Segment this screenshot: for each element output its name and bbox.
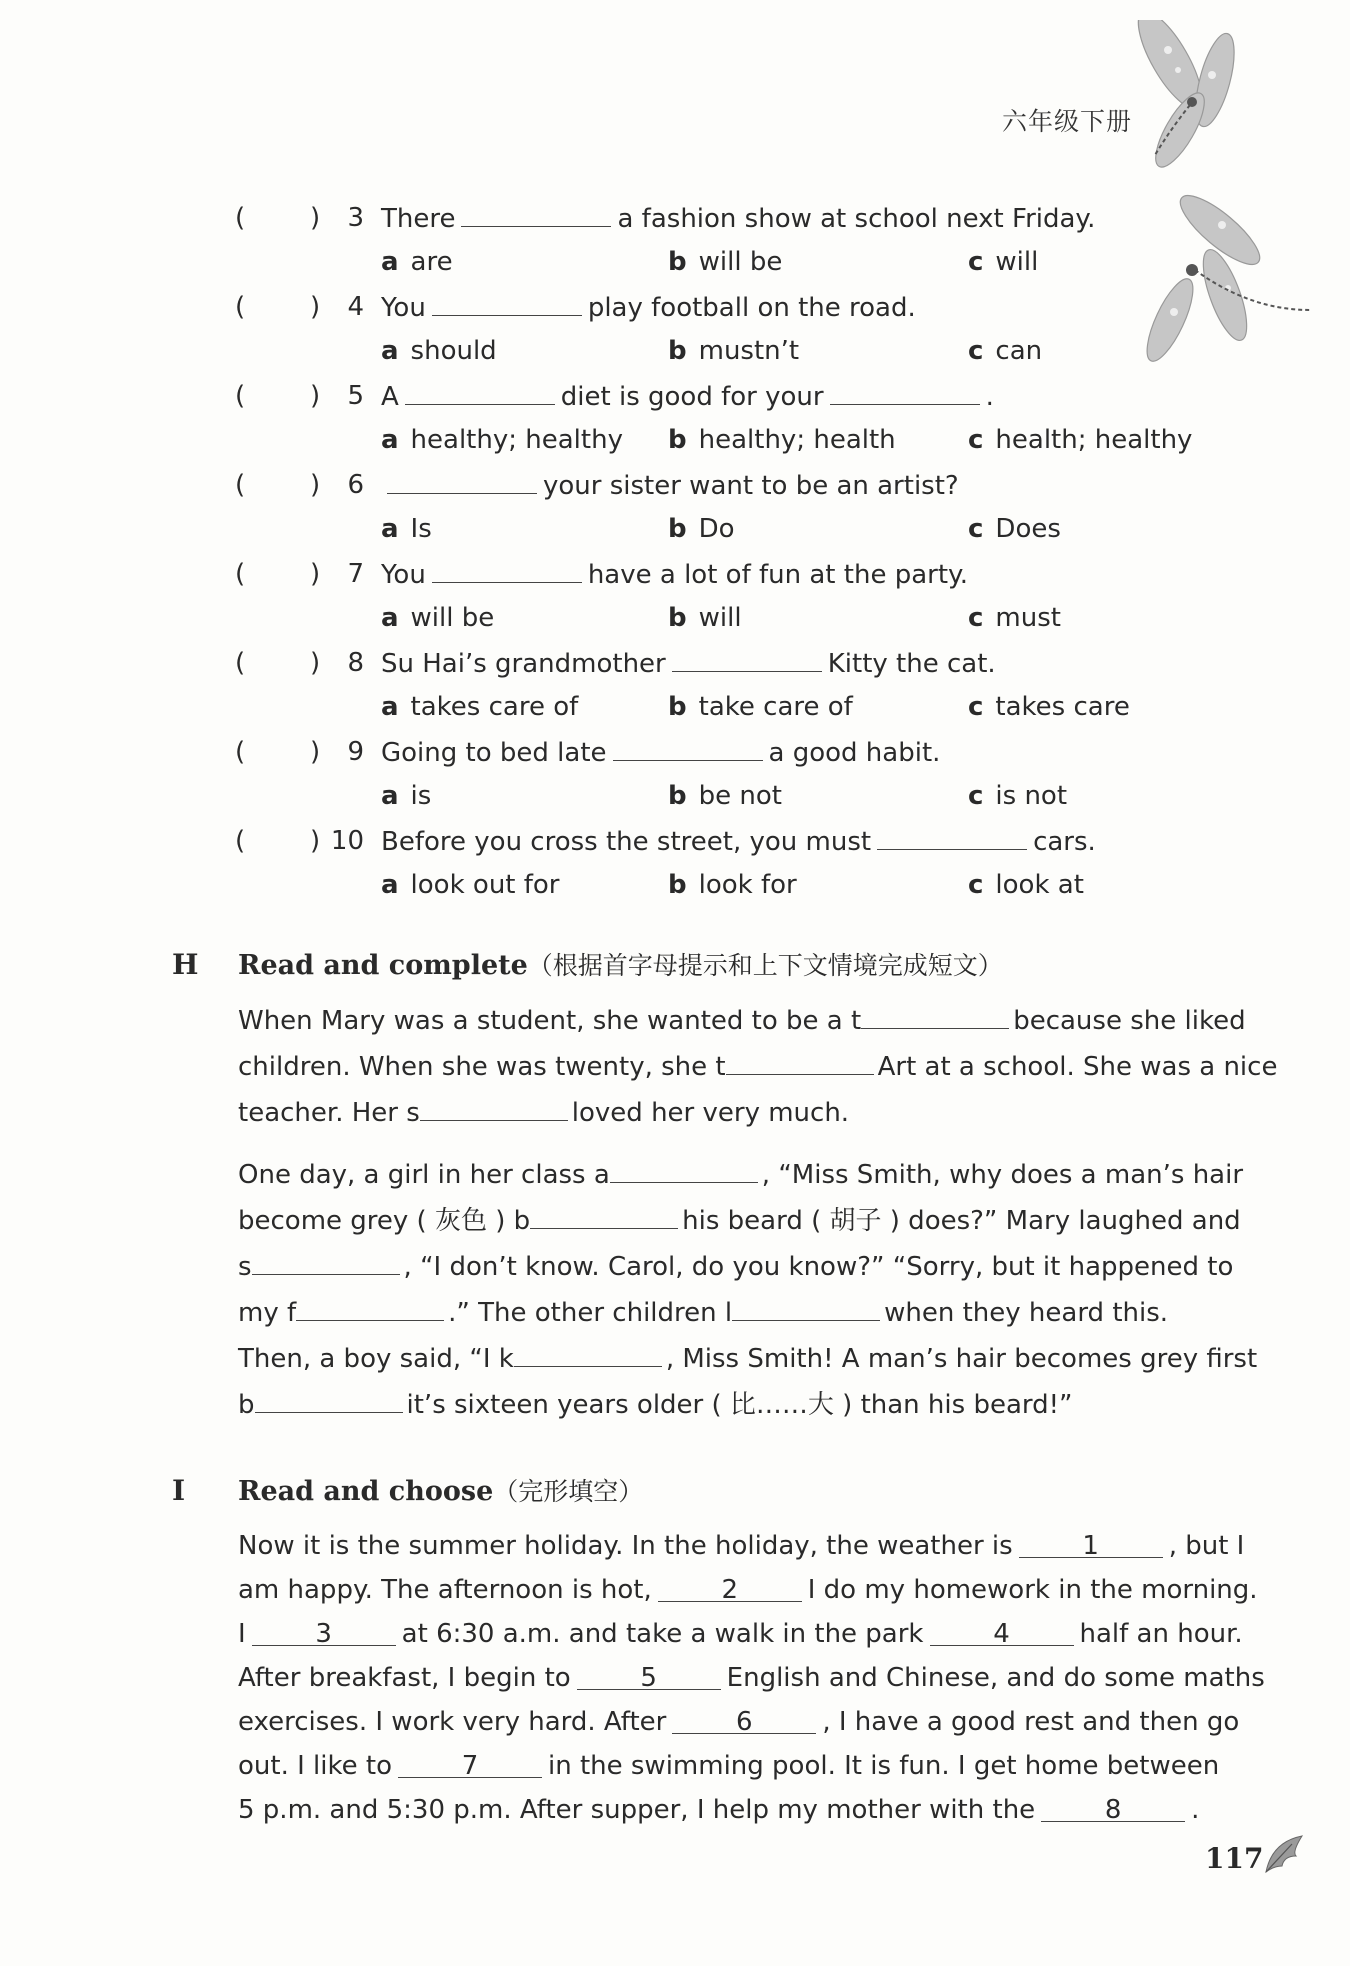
option-text: take care of bbox=[698, 692, 853, 722]
stem-text: have a lot of fun at the party. bbox=[587, 560, 968, 590]
text-line bbox=[238, 998, 1246, 1044]
line-text: One day, a girl in her class a bbox=[238, 1160, 610, 1190]
answer-blank[interactable] bbox=[405, 381, 555, 405]
question-number: 7 bbox=[347, 559, 364, 589]
option-a[interactable] bbox=[381, 425, 623, 455]
question-stem bbox=[381, 203, 1095, 234]
answer-paren-open: ( bbox=[235, 470, 246, 500]
answer-blank[interactable] bbox=[420, 1095, 568, 1121]
answer-blank[interactable] bbox=[732, 1295, 880, 1321]
answer-blank[interactable] bbox=[610, 1157, 758, 1183]
text-line bbox=[238, 1612, 1243, 1656]
section-h-letter: H bbox=[172, 948, 199, 981]
answer-blank[interactable] bbox=[514, 1341, 662, 1367]
section-i-paragraph bbox=[238, 1524, 1265, 1832]
option-text: look out for bbox=[410, 870, 560, 900]
stem-text: a fashion show at school next Friday. bbox=[617, 204, 1096, 234]
option-text: is bbox=[410, 781, 432, 811]
option-c[interactable] bbox=[968, 336, 1042, 366]
option-letter: c bbox=[968, 603, 984, 633]
text-line bbox=[238, 1568, 1258, 1612]
option-c[interactable] bbox=[968, 692, 1130, 722]
answer-blank[interactable] bbox=[830, 381, 980, 405]
option-letter: a bbox=[381, 514, 399, 544]
answer-blank[interactable] bbox=[726, 1049, 874, 1075]
option-text: Does bbox=[995, 514, 1061, 544]
text-line bbox=[238, 1382, 1238, 1428]
question-stem bbox=[381, 381, 994, 412]
line-text: I bbox=[238, 1619, 246, 1649]
option-text: health; healthy bbox=[995, 425, 1193, 455]
question-stem bbox=[381, 826, 1096, 857]
answer-paren-close: ) bbox=[310, 381, 321, 411]
answer-paren-close: ) bbox=[310, 203, 321, 233]
option-b[interactable] bbox=[668, 603, 742, 633]
option-text: look at bbox=[995, 870, 1084, 900]
section-h-title-cn: （根据首字母提示和上下文情境完成短文） bbox=[527, 951, 1003, 980]
section-h-paragraph-2 bbox=[238, 1152, 1258, 1428]
option-b[interactable] bbox=[668, 336, 799, 366]
line-text: children. When she was twenty, she t bbox=[238, 1052, 726, 1082]
question-number: 8 bbox=[347, 648, 364, 678]
option-letter: b bbox=[668, 692, 687, 722]
option-letter: c bbox=[968, 336, 984, 366]
stem-text: Going to bed late bbox=[381, 738, 607, 768]
stem-text: You bbox=[381, 560, 426, 590]
stem-text: a good habit. bbox=[768, 738, 941, 768]
option-text: takes care of bbox=[410, 692, 579, 722]
option-text: must bbox=[995, 603, 1061, 633]
line-text: at 6:30 a.m. and take a walk in the park bbox=[401, 1619, 924, 1649]
answer-blank[interactable] bbox=[252, 1249, 400, 1275]
option-text: should bbox=[410, 336, 497, 366]
option-letter: b bbox=[668, 603, 687, 633]
text-line bbox=[238, 1700, 1238, 1744]
question-stem bbox=[381, 648, 996, 679]
line-text: am happy. The afternoon is hot, bbox=[238, 1575, 652, 1605]
line-text: . bbox=[1191, 1795, 1200, 1825]
question-number: 10 bbox=[330, 826, 364, 856]
line-text: in the swimming pool. It is fun. I get home between bbox=[547, 1751, 1220, 1781]
line-text: my f bbox=[238, 1298, 297, 1328]
option-letter: c bbox=[968, 514, 984, 544]
option-text: look for bbox=[698, 870, 797, 900]
option-text: mustn’t bbox=[698, 336, 800, 366]
answer-blank[interactable] bbox=[861, 1003, 1009, 1029]
option-letter: a bbox=[381, 336, 399, 366]
option-letter: a bbox=[381, 247, 399, 277]
stem-text: Before you cross the street, you must bbox=[381, 827, 872, 857]
option-b[interactable] bbox=[668, 247, 782, 277]
line-text: , I have a good rest and then go bbox=[822, 1707, 1240, 1737]
answer-paren-close: ) bbox=[310, 826, 321, 856]
option-letter: a bbox=[381, 692, 399, 722]
question-item bbox=[0, 203, 1350, 293]
option-letter: b bbox=[668, 247, 687, 277]
line-text: Then, a boy said, “I k bbox=[238, 1344, 514, 1374]
cloze-blank[interactable]: 2 bbox=[658, 1576, 802, 1602]
question-number: 4 bbox=[347, 292, 364, 322]
answer-blank[interactable] bbox=[432, 559, 582, 583]
option-letter: a bbox=[381, 425, 399, 455]
line-text: it’s sixteen years older ( 比……大 ) than his beard!” bbox=[406, 1390, 1073, 1420]
option-letter: a bbox=[381, 870, 399, 900]
question-stem bbox=[381, 559, 968, 590]
option-text: Do bbox=[698, 514, 735, 544]
answer-paren-open: ( bbox=[235, 381, 246, 411]
stem-text: . bbox=[985, 382, 994, 412]
section-h-title bbox=[238, 946, 1003, 982]
text-line bbox=[238, 1244, 1238, 1290]
text-line bbox=[238, 1336, 1258, 1382]
question-number: 9 bbox=[347, 737, 364, 767]
option-text: takes care bbox=[995, 692, 1130, 722]
cloze-blank[interactable]: 1 bbox=[1019, 1532, 1163, 1558]
option-b[interactable] bbox=[668, 514, 735, 544]
text-line bbox=[238, 1744, 1238, 1788]
answer-blank[interactable] bbox=[461, 203, 611, 227]
question-stem bbox=[381, 470, 959, 501]
stem-text: A bbox=[381, 382, 399, 412]
question-item bbox=[0, 292, 1350, 382]
option-letter: b bbox=[668, 781, 687, 811]
option-b[interactable] bbox=[668, 870, 797, 900]
book-label: 六年级下册 bbox=[1002, 107, 1133, 136]
answer-paren-close: ) bbox=[310, 292, 321, 322]
line-text: I do my homework in the morning. bbox=[807, 1575, 1258, 1605]
option-a[interactable] bbox=[381, 603, 494, 633]
line-text: .” The other children l bbox=[448, 1298, 733, 1328]
line-text: Now it is the summer holiday. In the holiday, the weather is bbox=[238, 1531, 1013, 1561]
option-c[interactable] bbox=[968, 870, 1084, 900]
leaf-icon bbox=[1262, 1832, 1306, 1876]
option-text: is not bbox=[995, 781, 1068, 811]
answer-blank[interactable] bbox=[387, 470, 537, 494]
option-letter: b bbox=[668, 336, 687, 366]
line-text: Art at a school. She was a nice bbox=[877, 1052, 1278, 1082]
option-letter: a bbox=[381, 781, 399, 811]
cloze-blank[interactable]: 7 bbox=[398, 1752, 542, 1778]
answer-paren-close: ) bbox=[310, 737, 321, 767]
answer-blank[interactable] bbox=[530, 1203, 678, 1229]
answer-paren-close: ) bbox=[310, 470, 321, 500]
line-text: When Mary was a student, she wanted to be a t bbox=[238, 1006, 862, 1036]
stem-text: cars. bbox=[1033, 827, 1096, 857]
option-a[interactable] bbox=[381, 870, 560, 900]
question-stem bbox=[381, 737, 940, 768]
section-h-title-en: Read and complete bbox=[238, 950, 528, 981]
line-text: , Miss Smith! A man’s hair becomes grey first bbox=[665, 1344, 1258, 1374]
option-text: will be bbox=[698, 247, 783, 277]
option-letter: c bbox=[968, 870, 984, 900]
line-text: when they heard this. bbox=[884, 1298, 1169, 1328]
text-line bbox=[238, 1198, 1241, 1244]
option-text: are bbox=[410, 247, 453, 277]
option-letter: c bbox=[968, 692, 984, 722]
stem-text: There bbox=[381, 204, 456, 234]
text-line bbox=[238, 1656, 1265, 1700]
question-item bbox=[0, 826, 1350, 916]
section-i-title bbox=[238, 1472, 643, 1508]
option-text: will bbox=[995, 247, 1039, 277]
stem-text: Kitty the cat. bbox=[827, 649, 996, 679]
line-text: s bbox=[238, 1252, 252, 1282]
line-text: because she liked bbox=[1013, 1006, 1246, 1036]
option-text: be not bbox=[698, 781, 782, 811]
section-i-letter: I bbox=[172, 1474, 186, 1507]
option-letter: b bbox=[668, 425, 687, 455]
option-c[interactable] bbox=[968, 781, 1067, 811]
line-text: , “I don’t know. Carol, do you know?” “Sorry, but it happened to bbox=[403, 1252, 1234, 1282]
answer-paren-open: ( bbox=[235, 203, 246, 233]
line-text: b bbox=[238, 1390, 255, 1420]
cloze-blank[interactable]: 6 bbox=[672, 1708, 816, 1734]
text-line bbox=[238, 1524, 1245, 1568]
question-number: 3 bbox=[347, 203, 364, 233]
option-b[interactable] bbox=[668, 425, 896, 455]
option-letter: b bbox=[668, 514, 687, 544]
answer-blank[interactable] bbox=[672, 648, 822, 672]
option-text: will be bbox=[410, 603, 495, 633]
text-line bbox=[238, 1290, 1238, 1336]
line-text: , but I bbox=[1168, 1531, 1245, 1561]
question-item bbox=[0, 381, 1350, 471]
option-letter: a bbox=[381, 603, 399, 633]
option-text: Is bbox=[410, 514, 432, 544]
answer-paren-open: ( bbox=[235, 559, 246, 589]
text-line bbox=[238, 1090, 1238, 1136]
option-letter: c bbox=[968, 247, 984, 277]
question-number: 6 bbox=[347, 470, 364, 500]
option-c[interactable] bbox=[968, 514, 1061, 544]
option-letter: c bbox=[968, 425, 984, 455]
question-item bbox=[0, 737, 1350, 827]
answer-paren-open: ( bbox=[235, 648, 246, 678]
option-a[interactable] bbox=[381, 514, 432, 544]
option-b[interactable] bbox=[668, 781, 782, 811]
option-letter: b bbox=[668, 870, 687, 900]
text-line bbox=[238, 1788, 1238, 1832]
line-text: his beard ( 胡子 ) does?” Mary laughed and bbox=[682, 1206, 1241, 1236]
cloze-blank[interactable]: 5 bbox=[577, 1664, 721, 1690]
section-i-title-cn: （完形填空） bbox=[493, 1477, 644, 1506]
answer-paren-open: ( bbox=[235, 826, 246, 856]
answer-blank[interactable] bbox=[255, 1387, 403, 1413]
stem-text: your sister want to be an artist? bbox=[543, 471, 959, 501]
question-item bbox=[0, 648, 1350, 738]
option-b[interactable] bbox=[668, 692, 853, 722]
option-letter: c bbox=[968, 781, 984, 811]
line-text: After breakfast, I begin to bbox=[238, 1663, 571, 1693]
question-stem bbox=[381, 292, 916, 323]
stem-text: play football on the road. bbox=[587, 293, 916, 323]
option-a[interactable] bbox=[381, 247, 453, 277]
option-c[interactable] bbox=[968, 247, 1038, 277]
line-text: loved her very much. bbox=[571, 1098, 850, 1128]
stem-text: Su Hai’s grandmother bbox=[381, 649, 666, 679]
text-line bbox=[238, 1044, 1278, 1090]
line-text: exercises. I work very hard. After bbox=[238, 1707, 667, 1737]
cloze-blank[interactable]: 4 bbox=[930, 1620, 1074, 1646]
line-text: 5 p.m. and 5:30 p.m. After supper, I help my mother with the bbox=[238, 1795, 1036, 1825]
answer-blank[interactable] bbox=[296, 1295, 444, 1321]
option-text: healthy; healthy bbox=[410, 425, 623, 455]
question-item bbox=[0, 559, 1350, 649]
option-a[interactable] bbox=[381, 781, 431, 811]
line-text: teacher. Her s bbox=[238, 1098, 420, 1128]
question-item bbox=[0, 470, 1350, 560]
option-text: can bbox=[995, 336, 1043, 366]
line-text: become grey ( 灰色 ) b bbox=[238, 1206, 531, 1236]
option-a[interactable] bbox=[381, 692, 578, 722]
section-h-paragraph-1 bbox=[238, 998, 1278, 1136]
line-text: out. I like to bbox=[238, 1751, 392, 1781]
option-c[interactable] bbox=[968, 425, 1192, 455]
line-text: half an hour. bbox=[1079, 1619, 1243, 1649]
question-number: 5 bbox=[347, 381, 364, 411]
answer-paren-close: ) bbox=[310, 559, 321, 589]
cloze-blank[interactable]: 8 bbox=[1041, 1796, 1185, 1822]
answer-blank[interactable] bbox=[877, 826, 1027, 850]
page-number: 117 bbox=[1205, 1842, 1264, 1875]
answer-blank[interactable] bbox=[432, 292, 582, 316]
stem-text: diet is good for your bbox=[560, 382, 824, 412]
option-c[interactable] bbox=[968, 603, 1061, 633]
option-a[interactable] bbox=[381, 336, 497, 366]
answer-paren-open: ( bbox=[235, 292, 246, 322]
option-text: healthy; health bbox=[698, 425, 896, 455]
answer-paren-close: ) bbox=[310, 648, 321, 678]
answer-blank[interactable] bbox=[613, 737, 763, 761]
stem-text: You bbox=[381, 293, 426, 323]
section-i-title-en: Read and choose bbox=[238, 1476, 494, 1507]
line-text: English and Chinese, and do some maths bbox=[726, 1663, 1265, 1693]
line-text: , “Miss Smith, why does a man’s hair bbox=[761, 1160, 1244, 1190]
cloze-blank[interactable]: 3 bbox=[252, 1620, 396, 1646]
option-text: will bbox=[698, 603, 742, 633]
answer-paren-open: ( bbox=[235, 737, 246, 767]
text-line bbox=[238, 1152, 1244, 1198]
